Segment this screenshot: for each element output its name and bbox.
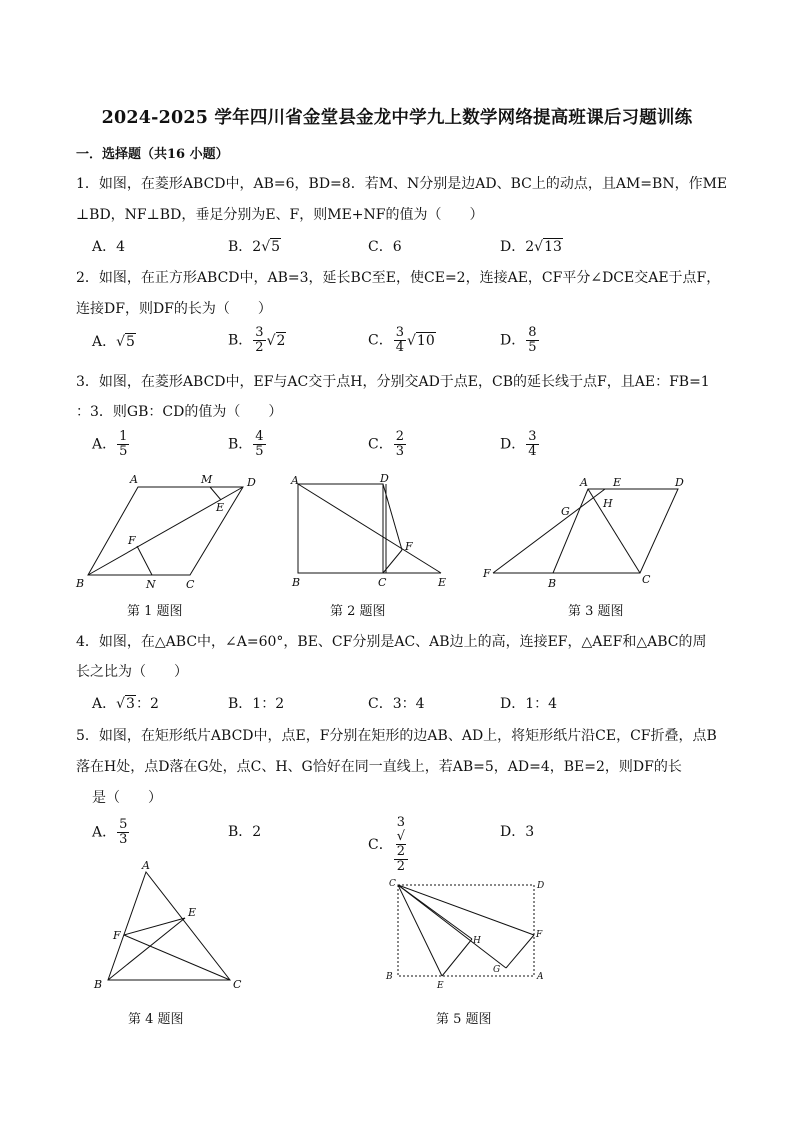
- segment-eh: [442, 939, 472, 976]
- label-h: H: [603, 497, 613, 510]
- denominator: 5: [528, 340, 537, 355]
- q4-option-a[interactable]: [92, 694, 159, 714]
- q3-option-b[interactable]: [228, 430, 267, 459]
- sqrt-symbol: √10: [407, 332, 435, 349]
- diagonal-ac: [588, 489, 640, 573]
- label-c: C: [642, 573, 651, 586]
- radicand: 2: [276, 332, 286, 349]
- label-d: D: [247, 476, 256, 489]
- label-d: D: [537, 881, 545, 891]
- fraction: [253, 326, 265, 355]
- label-e: E: [216, 501, 225, 514]
- segment-fe: [493, 489, 605, 573]
- numerator: 3: [395, 325, 404, 340]
- figure-3-rhombus: [480, 470, 700, 595]
- question-3-line-2: ：3．则GB：CD的值为（ ）: [76, 404, 283, 420]
- numerator: 8: [528, 325, 537, 340]
- label-f: F: [113, 929, 121, 942]
- label-a: A: [291, 474, 299, 487]
- label-d: D: [380, 472, 389, 485]
- radicand: 5: [126, 334, 135, 350]
- q2-option-d[interactable]: [500, 326, 540, 355]
- figure-2-caption: 第 2 题图: [330, 604, 386, 619]
- denominator: 3: [395, 444, 404, 459]
- q1-option-d-prefix: D．2: [500, 239, 535, 255]
- q4-option-d[interactable]: D．1：4: [500, 696, 558, 712]
- label-c: C: [389, 879, 396, 889]
- denominator: 5: [119, 444, 128, 459]
- sqrt-symbol: √13: [534, 239, 562, 255]
- fraction: [394, 326, 406, 355]
- question-3-line-1: 3．如图，在菱形ABCD中，EF与AC交于点H，分别交AD于点E，CB的延长线于点F，且AE：FB=1: [76, 374, 710, 390]
- label-b: B: [76, 577, 85, 590]
- numerator: 3: [528, 429, 537, 444]
- label-h: H: [473, 936, 481, 946]
- question-4-line-1: 4．如图，在△ABC中，∠A=60°，BE、CF分别是AC、AB边上的高，连接EF，△AEF和△ABC的周: [76, 634, 707, 650]
- radicand: 10: [416, 332, 435, 349]
- numerator: 1: [119, 429, 128, 444]
- radicand: 13: [544, 239, 562, 255]
- segment-nf: [137, 546, 152, 575]
- q5-option-a[interactable]: [92, 818, 130, 847]
- label-a: A: [580, 476, 588, 489]
- q1-option-d[interactable]: [500, 237, 563, 257]
- option-prefix: A．: [92, 696, 117, 712]
- numerator: [394, 816, 408, 860]
- label-f: F: [128, 534, 136, 547]
- label-g: G: [493, 965, 501, 975]
- q1-option-b[interactable]: [228, 237, 281, 257]
- q5-option-d[interactable]: D．3: [500, 824, 535, 840]
- numerator: 3: [255, 325, 264, 340]
- figure-3-caption: 第 3 题图: [568, 604, 624, 619]
- label-e: E: [188, 906, 197, 919]
- fraction: [117, 818, 129, 847]
- label-n: N: [146, 578, 156, 591]
- radicand: 5: [271, 239, 281, 255]
- option-prefix: D．: [500, 332, 526, 349]
- figure-4-triangle: [90, 860, 250, 995]
- denominator: 5: [255, 444, 264, 459]
- sqrt-symbol: √2: [266, 332, 286, 349]
- radicand: 2: [396, 844, 405, 859]
- option-prefix: A．: [92, 334, 117, 350]
- figure-1-rhombus: [70, 470, 270, 595]
- figure-5-caption: 第 5 题图: [436, 1012, 492, 1027]
- q2-option-b[interactable]: [228, 326, 286, 355]
- label-m: M: [201, 473, 213, 486]
- sqrt-symbol: √5: [261, 239, 281, 255]
- q3-option-d[interactable]: [500, 430, 540, 459]
- label-b: B: [386, 972, 393, 982]
- q5-option-c[interactable]: [368, 816, 409, 874]
- label-d: D: [675, 476, 684, 489]
- question-5-line-2: 落在H处，点D落在G处，点C、H、G恰好在同一直线上，若AB=5，AD=4，BE=2，则DF的长: [76, 759, 682, 775]
- rhombus-outline: [553, 489, 678, 573]
- label-f: F: [483, 567, 491, 580]
- label-c: C: [186, 578, 195, 591]
- q5-option-b[interactable]: B．2: [228, 824, 262, 840]
- option-prefix: C．: [368, 837, 393, 853]
- option-prefix: C．: [368, 332, 393, 349]
- numerator: 2: [395, 429, 404, 444]
- label-e: E: [438, 576, 447, 589]
- figure-2-square: [288, 470, 458, 595]
- rectangle-outline: [398, 885, 534, 976]
- label-c: C: [378, 576, 387, 589]
- segment-cg: [398, 885, 506, 968]
- option-prefix: A．: [92, 436, 117, 453]
- question-4-line-2: 长之比为（ ）: [76, 664, 188, 680]
- segment-gf: [506, 935, 534, 968]
- figure-5-folded-rectangle: [384, 875, 554, 995]
- label-b: B: [292, 576, 301, 589]
- question-2-line-2: 连接DF，则DF的长为（ ）: [76, 301, 272, 317]
- label-f: F: [536, 930, 543, 940]
- option-prefix: C．: [368, 436, 393, 453]
- q1-option-c[interactable]: C．6: [368, 239, 402, 255]
- fraction: [117, 430, 129, 459]
- option-prefix: B．: [228, 332, 253, 349]
- fraction: [394, 430, 406, 459]
- coefficient: 3: [396, 815, 405, 830]
- q2-option-c[interactable]: [368, 326, 436, 355]
- denominator: 4: [528, 444, 537, 459]
- label-a: A: [537, 972, 544, 982]
- denominator: 3: [119, 832, 128, 847]
- q3-option-c[interactable]: [368, 430, 407, 459]
- label-g: G: [561, 505, 570, 518]
- figure-1-caption: 第 1 题图: [127, 604, 183, 619]
- option-prefix: A．: [92, 824, 117, 841]
- fraction: [394, 816, 408, 874]
- label-c: C: [233, 978, 242, 991]
- question-5-line-1: 5．如图，在矩形纸片ABCD中，点E，F分别在矩形的边AB、AD上，将矩形纸片沿CE，CF折叠，点B: [76, 728, 717, 744]
- sqrt-symbol: √ 2: [396, 829, 405, 859]
- question-5-line-3: 是（ ）: [92, 790, 162, 806]
- numerator: 4: [255, 429, 264, 444]
- fraction: [526, 326, 538, 355]
- radicand: 3: [126, 696, 135, 712]
- option-prefix: B．: [228, 436, 253, 453]
- sqrt-symbol: √5: [116, 334, 135, 350]
- q3-option-a[interactable]: [92, 430, 130, 459]
- question-2-line-1: 2．如图，在正方形ABCD中，AB=3，延长BC至E，使CE=2，连接AE，CF平分∠DCE交AE于点F，: [76, 270, 721, 286]
- segment-me: [210, 487, 221, 500]
- option-prefix: D．: [500, 436, 526, 453]
- question-1-line-2: ⊥BD，NF⊥BD，垂足分别为E、F，则ME+NF的值为（ ）: [76, 207, 484, 223]
- q1-option-b-prefix: B．2: [228, 239, 262, 255]
- q1-option-a[interactable]: A．4: [92, 239, 126, 255]
- triangle-abc: [108, 872, 230, 980]
- label-b: B: [94, 978, 103, 991]
- label-f: F: [405, 540, 413, 553]
- altitude-cf: [124, 935, 230, 980]
- denominator: 2: [255, 340, 264, 355]
- fraction: [526, 430, 538, 459]
- label-b: B: [548, 577, 557, 590]
- page-title: 2024-2025 学年四川省金堂县金龙中学九上数学网络提高班课后习题训练: [101, 108, 693, 128]
- option-suffix: ：2: [135, 696, 159, 712]
- label-a: A: [142, 859, 150, 872]
- question-1-line-1: 1．如图，在菱形ABCD中，AB=6，BD=8．若M、N分别是边AD、BC上的动点，且AM=BN，作ME: [76, 176, 728, 192]
- q4-option-b[interactable]: B．1：2: [228, 696, 285, 712]
- fraction: [253, 430, 265, 459]
- label-e: E: [613, 476, 622, 489]
- denominator: 2: [396, 859, 405, 874]
- label-a: A: [130, 473, 138, 486]
- segment-ef: [124, 918, 185, 935]
- numerator: 5: [119, 817, 128, 832]
- sqrt-symbol: √3: [116, 696, 135, 712]
- segment-ae: [298, 484, 441, 573]
- section-heading: 一．选择题（共16 小题）: [76, 147, 229, 162]
- q2-option-a[interactable]: [92, 332, 136, 352]
- figure-4-caption: 第 4 题图: [128, 1012, 184, 1027]
- denominator: 4: [395, 340, 404, 355]
- altitude-be: [108, 918, 185, 980]
- q4-option-c[interactable]: C．3：4: [368, 696, 425, 712]
- label-e: E: [437, 981, 444, 991]
